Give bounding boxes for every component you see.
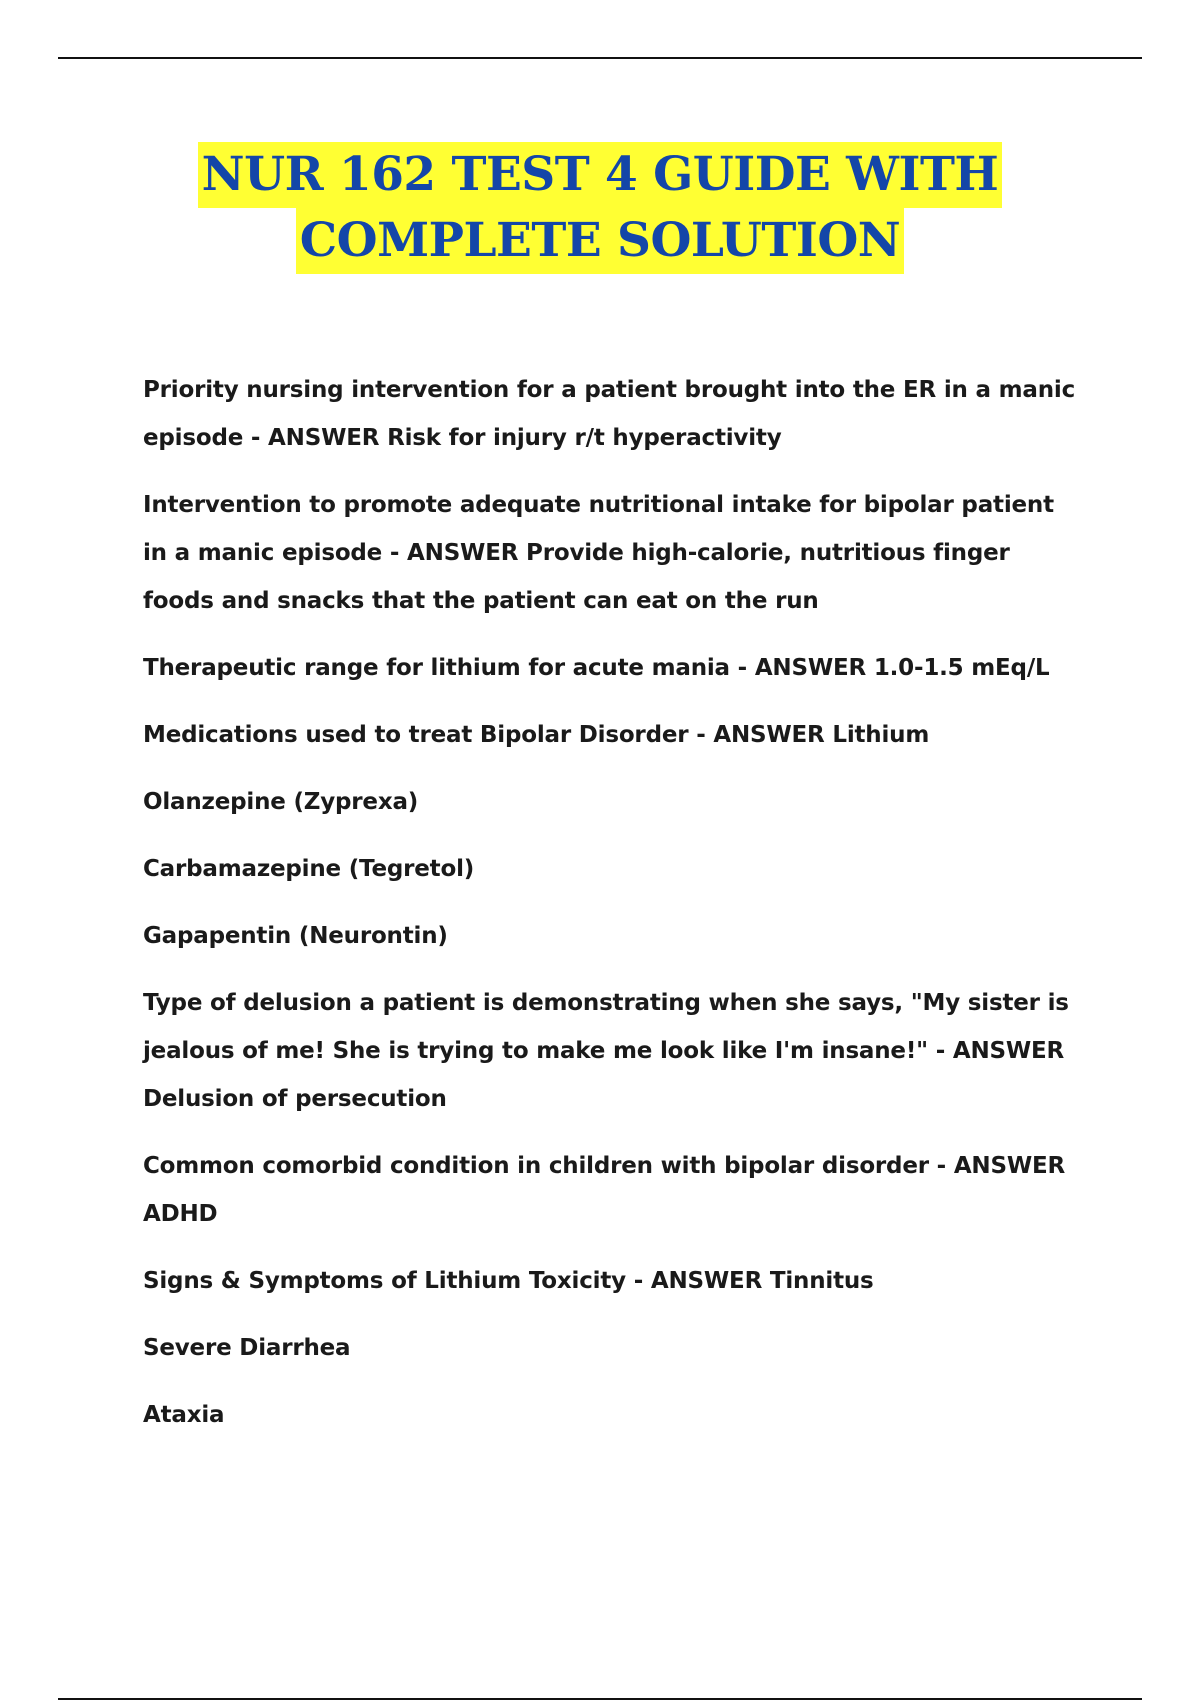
qa-paragraph: Medications used to treat Bipolar Disorder - ANSWER Lithium bbox=[143, 722, 930, 748]
qa-paragraph: Common comorbid condition in children with bipolar disorder - ANSWER ADHD bbox=[143, 1153, 1066, 1227]
title-line-1: NUR 162 TEST 4 GUIDE WITH bbox=[198, 142, 1003, 208]
document-title bbox=[0, 142, 1200, 274]
qa-paragraph: Intervention to promote adequate nutritional intake for bipolar patient in a manic episode - ANSWER Provide high-calorie, nutritious finger foods and snacks that the patient can eat on the run bbox=[143, 492, 1054, 614]
title-line-2: COMPLETE SOLUTION bbox=[296, 208, 904, 274]
qa-paragraph: Signs & Symptoms of Lithium Toxicity - ANSWER Tinnitus bbox=[143, 1268, 874, 1294]
qa-paragraph: Priority nursing intervention for a patient brought into the ER in a manic episode - ANSWER Risk for injury r/t hyperactivity bbox=[143, 377, 1076, 451]
top-rule bbox=[58, 57, 1142, 59]
qa-content bbox=[143, 366, 1078, 1458]
qa-paragraph: Ataxia bbox=[143, 1402, 225, 1428]
qa-paragraph: Type of delusion a patient is demonstrating when she says, "My sister is jealous of me! She is trying to make me look like I'm insane!" - ANSWER Delusion of persecution bbox=[143, 990, 1069, 1112]
qa-paragraph: Therapeutic range for lithium for acute mania - ANSWER 1.0-1.5 mEq/L bbox=[143, 655, 1050, 681]
qa-paragraph: Gapapentin (Neurontin) bbox=[143, 923, 448, 949]
qa-paragraph: Olanzepine (Zyprexa) bbox=[143, 789, 419, 815]
qa-paragraph: Carbamazepine (Tegretol) bbox=[143, 856, 475, 882]
qa-paragraph: Severe Diarrhea bbox=[143, 1335, 351, 1361]
